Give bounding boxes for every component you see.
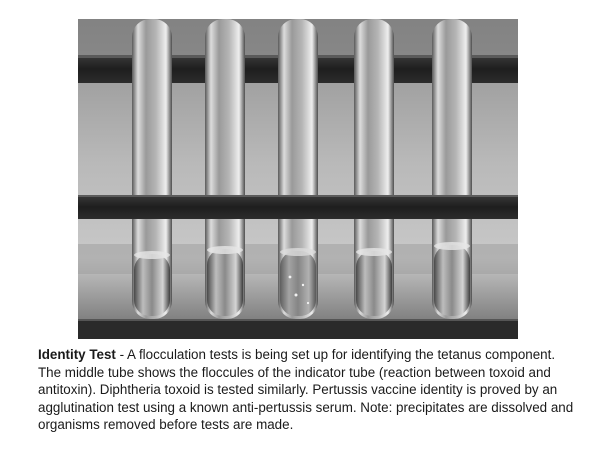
tube-3 xyxy=(278,19,318,319)
tube-4 xyxy=(354,19,394,319)
caption-body: A flocculation tests is being set up for identifying the tetanus component. The middle tube shows the floccules of the indicator tube (reaction between toxoid and antitoxin). Diphtheria toxoid is tested similarly. Pertussis vaccine identity is proved by an agglutination test using a known anti-pertussis serum. Note: precipitates are dissolved and organisms removed before tests are made. xyxy=(38,347,574,432)
tube-2 xyxy=(205,19,245,319)
tube-5 xyxy=(432,19,472,319)
caption-separator: - xyxy=(115,347,128,362)
test-tubes-photo-drawing xyxy=(78,19,518,339)
test-tubes-photo xyxy=(78,19,518,339)
figure-caption xyxy=(38,346,578,434)
tube-1 xyxy=(132,19,172,319)
caption-title: Identity Test xyxy=(38,347,116,362)
